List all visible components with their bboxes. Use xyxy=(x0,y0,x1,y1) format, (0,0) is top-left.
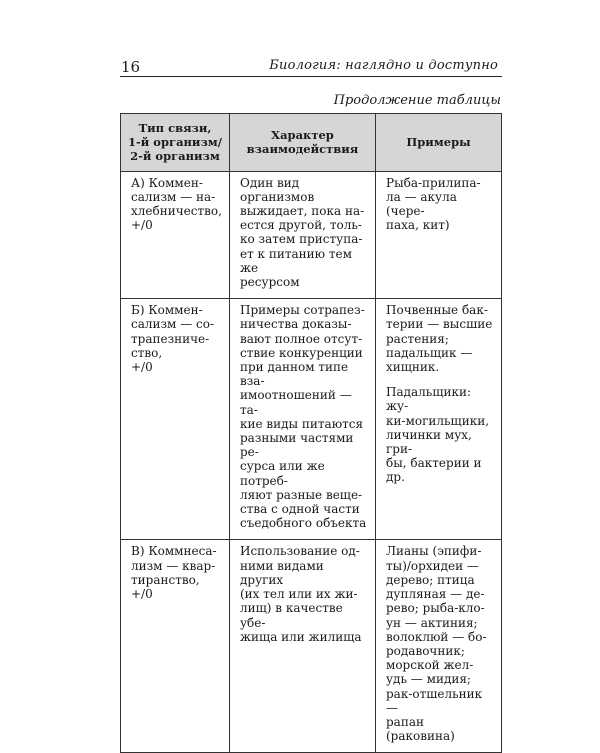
cell-examples: Рыба-прилипа- ла — акула (чере- паха, кит) xyxy=(376,171,502,299)
cell-character: Использование од- ними видами других (их тел или их жи- лищ) в качестве убе- жища или жилища xyxy=(230,540,376,753)
cell-type: Б) Коммен- сализм — со- трапезниче- ство, +/0 xyxy=(121,299,230,540)
column-header-examples: Примеры xyxy=(376,114,502,172)
table-row xyxy=(121,540,502,753)
cell-type: В) Коммнеса- лизм — квар- тиранство, +/0 xyxy=(121,540,230,753)
table-row xyxy=(121,171,502,299)
table-header-row xyxy=(121,114,502,172)
cell-type: А) Коммен- сализм — на- хлебничество, +/0 xyxy=(121,171,230,299)
cell-examples: Почвенные бак- терии — высшие растения; падальщик — хищник. Падальщики: жу- ки-могильщики, личинки мух, гри- бы, бактерии и др. xyxy=(376,299,502,540)
header-divider xyxy=(120,76,502,77)
page-number: 16 xyxy=(121,58,141,76)
table-continuation-note: Продолжение таблицы xyxy=(333,93,501,108)
column-header-character: Характер взаимодействия xyxy=(230,114,376,172)
column-header-type: Тип связи, 1-й организм/ 2-й организм xyxy=(121,114,230,172)
interaction-table xyxy=(120,113,502,753)
cell-examples: Лианы (эпифи- ты)/орхидеи — дерево; птица дупляная — де- рево; рыба-кло- ун — актиния; волоклюй — бо- родавочник; морской жел- удь — мидия; рак-отшельник — рапан (раковина) xyxy=(376,540,502,753)
table-row xyxy=(121,299,502,540)
cell-character: Один вид организмов выжидает, пока на- естся другой, толь- ко затем приступа- ет к питанию тем же ресурсом xyxy=(230,171,376,299)
cell-character: Примеры сотрапез- ничества доказы- вают полное отсут- ствие конкуренции при данном типе вза- имоотношений — та- кие виды питаются разными частями ре- сурса или же потреб- ляют разные веще- ства с одной части съедобного объекта xyxy=(230,299,376,540)
running-title: Биология: наглядно и доступно xyxy=(269,58,498,73)
